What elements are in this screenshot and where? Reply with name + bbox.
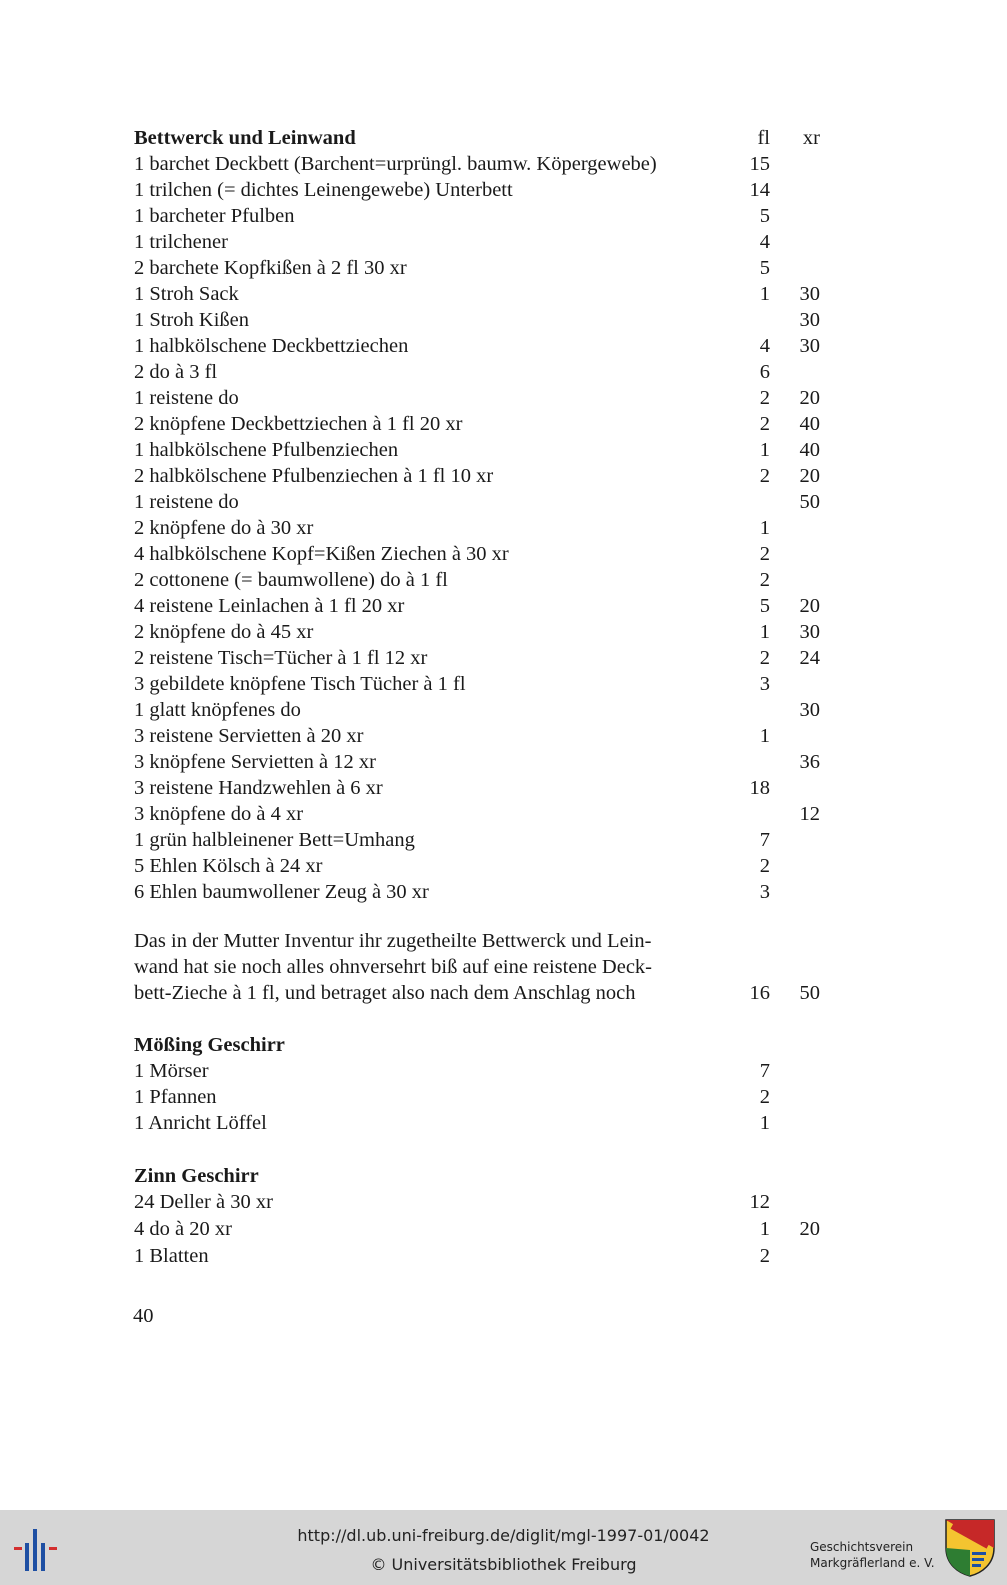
item-fl: 6	[759, 361, 770, 383]
item-fl: 2	[759, 647, 770, 669]
list-item	[134, 385, 834, 411]
list-item	[134, 619, 834, 645]
list-item	[134, 515, 834, 541]
list-item	[134, 567, 834, 593]
item-xr: 40	[799, 439, 820, 461]
item-fl: 1	[759, 1112, 770, 1134]
item-text: 1 Stroh Sack	[134, 283, 239, 305]
list-item	[134, 541, 834, 567]
item-fl: 14	[749, 179, 770, 201]
section-heading-bettwerck	[134, 125, 834, 151]
list-item	[134, 879, 834, 905]
item-fl: 2	[759, 387, 770, 409]
item-fl: 1	[759, 283, 770, 305]
item-fl: 2	[759, 465, 770, 487]
list-item	[134, 255, 834, 281]
item-xr: 36	[799, 751, 820, 773]
item-fl: 4	[759, 335, 770, 357]
list-item	[134, 645, 834, 671]
society-line: Markgräflerland e. V.	[810, 1556, 935, 1570]
item-text: 2 knöpfene do à 45 xr	[134, 621, 314, 643]
item-xr: 50	[799, 982, 820, 1004]
item-text: 1 barcheter Pfulben	[134, 205, 295, 227]
item-fl: 18	[749, 777, 770, 799]
item-fl: 2	[759, 569, 770, 591]
list-item	[134, 411, 834, 437]
list-item	[134, 281, 834, 307]
item-text: 2 halbkölschene Pfulbenziechen à 1 fl 10 xr	[134, 465, 494, 487]
item-text: 3 knöpfene Servietten à 12 xr	[134, 751, 376, 773]
item-fl: 1	[759, 725, 770, 747]
item-fl: 3	[759, 673, 770, 695]
copyright-text: © Universitätsbibliothek Freiburg	[370, 1555, 637, 1574]
item-text: 1 Anricht Löffel	[134, 1112, 267, 1134]
list-item	[134, 853, 834, 879]
item-fl: 15	[749, 153, 770, 175]
item-fl: 12	[749, 1191, 770, 1213]
society-line: Geschichtsverein	[810, 1540, 914, 1554]
item-text: 1 glatt knöpfenes do	[134, 699, 301, 721]
list-item	[134, 1058, 834, 1084]
list-item	[134, 229, 834, 255]
list-item	[134, 801, 834, 827]
list-item	[134, 593, 834, 619]
item-fl: 2	[759, 855, 770, 877]
item-xr: 30	[799, 283, 820, 305]
paragraph-total	[134, 980, 834, 1006]
item-text: 3 reistene Handzwehlen à 6 xr	[134, 777, 383, 799]
item-text: 1 trilchener	[134, 231, 228, 253]
society-name	[810, 1539, 935, 1571]
item-text: 2 cottonene (= baumwollene) do à 1 fl	[134, 569, 448, 591]
list-item	[134, 463, 834, 489]
item-xr: 40	[799, 413, 820, 435]
list-item	[134, 1189, 834, 1215]
item-text: 2 knöpfene do à 30 xr	[134, 517, 314, 539]
list-item	[134, 1243, 834, 1269]
item-xr: 12	[799, 803, 820, 825]
column-header-xr: xr	[802, 127, 820, 149]
item-fl: 4	[759, 231, 770, 253]
item-xr: 30	[799, 621, 820, 643]
list-item	[134, 827, 834, 853]
item-text: 1 barchet Deckbett (Barchent=urprüngl. baumw. Köpergewebe)	[134, 153, 657, 175]
item-text: 4 halbkölschene Kopf=Kißen Ziechen à 30 xr	[134, 543, 509, 565]
item-xr: 30	[799, 699, 820, 721]
item-text: 1 Mörser	[134, 1060, 209, 1082]
list-item	[134, 697, 834, 723]
list-item	[134, 775, 834, 801]
list-item	[134, 1084, 834, 1110]
item-text: 1 reistene do	[134, 491, 239, 513]
item-fl: 1	[759, 439, 770, 461]
section-title: Mößing Geschirr	[134, 1034, 285, 1056]
list-item	[134, 359, 834, 385]
item-text: 2 knöpfene Deckbettziechen à 1 fl 20 xr	[134, 413, 463, 435]
item-fl: 2	[759, 413, 770, 435]
item-xr: 30	[799, 309, 820, 331]
document-url-link[interactable]: http://dl.ub.uni-freiburg.de/diglit/mgl-1997-01/0042	[297, 1526, 710, 1545]
item-text: 4 reistene Leinlachen à 1 fl 20 xr	[134, 595, 405, 617]
list-item	[134, 723, 834, 749]
list-item	[134, 489, 834, 515]
item-text: 1 trilchen (= dichtes Leinengewebe) Unterbett	[134, 179, 513, 201]
item-fl: 5	[759, 205, 770, 227]
item-fl: 5	[759, 595, 770, 617]
list-item	[134, 437, 834, 463]
item-text: 1 Blatten	[134, 1245, 209, 1267]
item-fl: 1	[759, 517, 770, 539]
paragraph-line: wand hat sie noch alles ohnversehrt biß auf eine reistene Deck-	[134, 956, 652, 978]
item-text: 2 barchete Kopfkißen à 2 fl 30 xr	[134, 257, 407, 279]
list-item	[134, 1216, 834, 1242]
section-heading-zinn	[134, 1163, 834, 1189]
item-xr: 20	[799, 1218, 820, 1240]
column-header-fl: fl	[757, 127, 770, 149]
item-text: 4 do à 20 xr	[134, 1218, 232, 1240]
item-xr: 50	[799, 491, 820, 513]
list-item	[134, 203, 834, 229]
item-text: 3 knöpfene do à 4 xr	[134, 803, 304, 825]
section-title: Zinn Geschirr	[134, 1165, 259, 1187]
list-item	[134, 151, 834, 177]
item-fl: 7	[759, 1060, 770, 1082]
item-text: 24 Deller à 30 xr	[134, 1191, 273, 1213]
item-fl: 2	[759, 1245, 770, 1267]
item-text: 3 gebildete knöpfene Tisch Tücher à 1 fl	[134, 673, 466, 695]
item-fl: 16	[749, 982, 770, 1004]
item-xr: 20	[799, 595, 820, 617]
item-fl: 3	[759, 881, 770, 903]
item-text: 5 Ehlen Kölsch à 24 xr	[134, 855, 323, 877]
item-text: 1 halbkölschene Pfulbenziechen	[134, 439, 399, 461]
item-text: 6 Ehlen baumwollener Zeug à 30 xr	[134, 881, 429, 903]
item-text: 3 reistene Servietten à 20 xr	[134, 725, 364, 747]
list-item	[134, 333, 834, 359]
item-xr: 30	[799, 335, 820, 357]
item-text: 2 reistene Tisch=Tücher à 1 fl 12 xr	[134, 647, 428, 669]
item-text: 2 do à 3 fl	[134, 361, 218, 383]
coat-of-arms-icon	[944, 1518, 996, 1578]
item-fl: 2	[759, 1086, 770, 1108]
item-text: 1 halbkölschene Deckbettziechen	[134, 335, 409, 357]
item-text: 1 Pfannen	[134, 1086, 217, 1108]
list-item	[134, 671, 834, 697]
item-fl: 1	[759, 1218, 770, 1240]
item-fl: 5	[759, 257, 770, 279]
list-item	[134, 307, 834, 333]
item-fl: 7	[759, 829, 770, 851]
list-item	[134, 1110, 834, 1136]
item-fl: 1	[759, 621, 770, 643]
item-xr: 20	[799, 465, 820, 487]
item-text: 1 Stroh Kißen	[134, 309, 250, 331]
page-number: 40	[133, 1305, 154, 1327]
list-item	[134, 749, 834, 775]
footer-bar	[0, 1510, 1007, 1585]
section-title: Bettwerck und Leinwand	[134, 127, 356, 149]
paragraph-line: Das in der Mutter Inventur ihr zugetheilte Bettwerck und Lein-	[134, 930, 652, 952]
item-xr: 20	[799, 387, 820, 409]
section-heading-moessing	[134, 1032, 834, 1058]
item-text: 1 grün halbleinener Bett=Umhang	[134, 829, 415, 851]
item-xr: 24	[799, 647, 820, 669]
item-text: 1 reistene do	[134, 387, 239, 409]
paragraph-line: bett-Zieche à 1 fl, und betraget also nach dem Anschlag noch	[134, 982, 636, 1004]
item-fl: 2	[759, 543, 770, 565]
list-item	[134, 177, 834, 203]
